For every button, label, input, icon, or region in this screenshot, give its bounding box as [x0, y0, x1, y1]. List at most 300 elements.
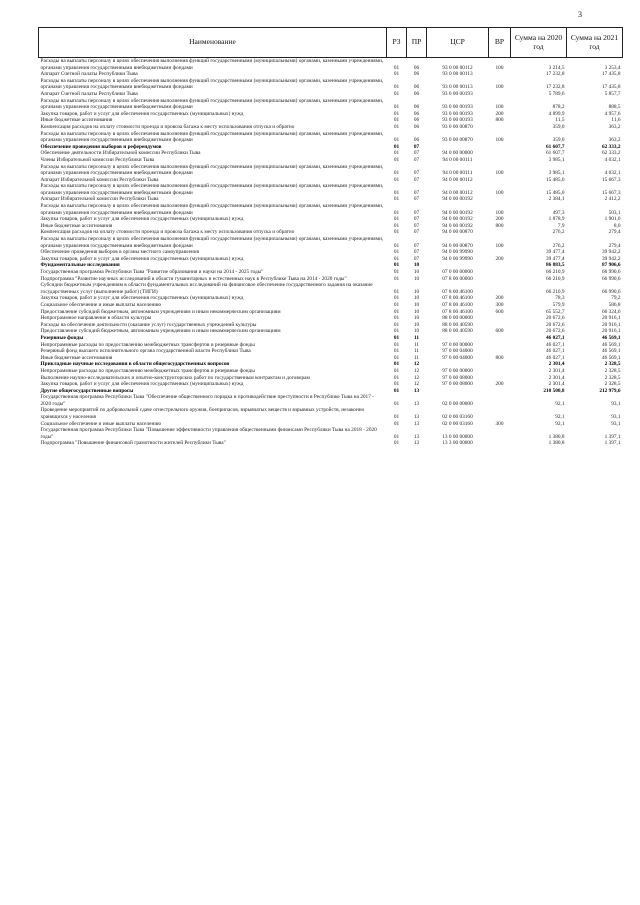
table-row [39, 216, 623, 223]
row-name-cell: Проведение мероприятий по добровольной сдаче огнестрельного оружия, боеприпасов, взрывчатых веществ и взрывных устройств, незаконно хранящихся у населения [40, 407, 365, 421]
row-vr-cell [489, 315, 511, 322]
row-name-cell: Социальное обеспечение и иные выплаты населению [40, 301, 162, 308]
row-pr-cell: 07 [413, 156, 420, 163]
row-sum-2021-cell: 62 333,2 [601, 150, 621, 157]
row-csr-cell [427, 335, 489, 342]
table-row [39, 71, 623, 78]
row-vr-cell: 100 [495, 64, 504, 71]
row-pr-cell: 11 [413, 334, 419, 341]
row-sum-2020-cell: 2 301,4 [548, 367, 565, 374]
row-csr-cell: 07 8 00 46100 [442, 288, 473, 295]
row-vr-cell: 800 [495, 222, 504, 229]
table-row [39, 223, 623, 230]
row-vr-cell: 300 [495, 420, 504, 427]
row-pr-cell: 10 [413, 321, 420, 328]
row-sum-2020-cell: 1 878,9 [548, 216, 565, 223]
row-csr-cell: 97 0 00 00000 [442, 341, 473, 348]
row-csr-cell: 07 8 00 46100 [442, 295, 473, 302]
row-vr-cell: 100 [495, 137, 504, 144]
row-vr-cell: 100 [495, 84, 504, 91]
row-sum-2020-cell: 17 232,8 [545, 71, 565, 78]
row-pr-cell: 13 [413, 433, 420, 440]
table-row [39, 295, 623, 302]
row-csr-cell [427, 388, 489, 395]
row-rz-cell: 01 [393, 341, 400, 348]
row-csr-cell: 94 0 00 00192 [442, 216, 473, 223]
row-sum-2020-cell: 17 232,8 [545, 84, 565, 91]
table-row [39, 361, 623, 368]
row-rz-cell: 01 [393, 334, 400, 341]
row-name-cell: Члены Избирательной комиссии Республики Тыва [40, 156, 155, 163]
row-csr-cell: 94 0 00 00192 [442, 222, 473, 229]
row-name-cell: Иные бюджетные ассигнования [40, 117, 113, 124]
row-vr-cell [489, 144, 511, 151]
row-pr-cell: 11 [413, 354, 420, 361]
row-rz-cell: 01 [393, 110, 400, 117]
row-sum-2021-cell: 586,8 [608, 301, 621, 308]
row-rz-cell: 01 [393, 288, 400, 295]
row-csr-cell: 13 3 00 00000 [442, 440, 473, 447]
header-csr: ЦСР [427, 28, 489, 58]
row-rz-cell: 01 [393, 249, 400, 256]
row-sum-2021-cell: 2 328,5 [604, 374, 621, 381]
row-pr-cell: 06 [413, 84, 420, 91]
row-sum-2021-cell: 93,1 [611, 400, 621, 407]
row-sum-2021-cell: 46 569,1 [601, 341, 621, 348]
row-name-cell: Непрограммные расходы по предоставлению межбюджетных трансфертов и резервные фонды [40, 341, 255, 348]
table-row [39, 315, 623, 322]
row-name-cell: Компенсация расходов на оплату стоимости проезда и провоза багажа к месту использования отпуска и обратно [40, 229, 295, 236]
row-rz-cell: 01 [393, 361, 400, 368]
table-row [39, 183, 623, 196]
row-rz-cell: 01 [393, 255, 400, 262]
row-name-cell: Подпрограмма "Развитие научных исследований в области гуманитарных и естественных наук в Республике Тыва на 2014 - 2020 годы" [40, 275, 347, 282]
row-name-cell: Аппарат Избирательной комиссии Республики Тыва [40, 176, 159, 183]
table-row [39, 117, 623, 124]
table-row [39, 164, 623, 177]
budget-table [38, 27, 623, 447]
row-pr-cell: 07 [413, 255, 420, 262]
row-name-cell: Прикладные научные исследования в области общегосударственных вопросов [40, 361, 230, 368]
row-name-cell: Закупка товаров, работ и услуг для обеспечения государственных (муниципальных) нужд [40, 295, 244, 302]
row-csr-cell: 93 0 00 00193 [442, 104, 473, 111]
row-sum-2021-cell: 8,0 [613, 222, 621, 229]
row-csr-cell: 97 0 00 08000 [442, 381, 473, 388]
row-vr-cell: 100 [495, 104, 504, 111]
row-sum-2020-cell: 20 672,6 [545, 321, 565, 328]
row-sum-2021-cell: 212 979,6 [599, 387, 621, 394]
row-sum-2020-cell: 276,2 [552, 242, 565, 249]
table-row [39, 407, 623, 420]
row-csr-cell: 94 0 00 00192 [442, 209, 473, 216]
row-csr-cell: 93 0 00 00193 [442, 90, 473, 97]
row-sum-2021-cell: 66 324,6 [601, 308, 621, 315]
row-sum-2021-cell: 20 916,1 [601, 315, 621, 322]
row-pr-cell: 07 [413, 150, 420, 157]
row-sum-2020-cell: 46 027,1 [545, 334, 565, 341]
row-rz-cell: 01 [393, 275, 400, 282]
row-sum-2021-cell: 20 916,1 [601, 321, 621, 328]
table-row [39, 375, 623, 382]
row-pr-cell: 13 [413, 387, 420, 394]
row-name-cell: Закупка товаров, работ и услуг для обеспечения государственных (муниципальных) нужд [40, 381, 244, 388]
row-pr-cell: 10 [413, 275, 420, 282]
row-vr-cell: 300 [495, 301, 504, 308]
row-csr-cell: 97 0 00 04000 [442, 348, 473, 355]
row-rz-cell: 01 [393, 295, 400, 302]
row-name-cell: Расходы на выплаты персоналу в целях обеспечения выполнения функций государственными (муниципальными) органами, казенными учреждениями, органами управления государственными внебюджетными фондами [40, 183, 384, 196]
row-rz-cell: 01 [393, 189, 400, 196]
row-rz-cell: 01 [393, 269, 400, 275]
row-vr-cell [489, 348, 511, 355]
row-sum-2021-cell: 363,2 [608, 123, 621, 130]
row-name-cell: Расходы на выплаты персоналу в целях обеспечения выполнения функций государственными (муниципальными) органами, казенными учреждениями, органами управления государственными внебюджетными фондами [40, 130, 384, 144]
row-sum-2020-cell: 7,9 [557, 222, 565, 229]
row-rz-cell: 01 [393, 433, 400, 440]
row-sum-2021-cell: 17 435,8 [601, 84, 621, 91]
row-name-cell: Фундаментальные исследования [40, 262, 120, 269]
table-row [39, 388, 623, 395]
row-name-cell: Государственная программа Республики Тыва "Развитие образования и науки на 2014 - 2025 годы" [40, 269, 264, 275]
row-sum-2020-cell: 92,1 [555, 414, 565, 421]
table-row [39, 229, 623, 236]
row-sum-2020-cell: 61 607,7 [545, 150, 565, 157]
table-row [39, 124, 623, 131]
row-name-cell: Закупка товаров, работ и услуг для обеспечения государственных (муниципальных) нужд [40, 216, 244, 223]
table-row [39, 348, 623, 355]
row-sum-2021-cell: 15 667,3 [601, 176, 621, 183]
row-name-cell: Непрограммное направление в области культуры [40, 315, 152, 322]
table-row [39, 157, 623, 164]
row-csr-cell: 97 0 00 08000 [442, 374, 473, 381]
row-sum-2020-cell: 11,5 [555, 117, 565, 124]
row-pr-cell: 10 [413, 315, 420, 322]
row-csr-cell: 88 0 00 40590 [442, 321, 473, 328]
table-row [39, 236, 623, 249]
row-name-cell: Аппарат Избирательной комиссии Республики Тыва [40, 196, 159, 203]
table-row [39, 256, 623, 263]
row-csr-cell: 94 0 00 00870 [442, 242, 473, 249]
table-row [39, 177, 623, 184]
row-sum-2020-cell: 66 210,9 [545, 275, 565, 282]
row-rz-cell: 01 [393, 321, 400, 328]
table-row [39, 394, 623, 407]
row-pr-cell: 06 [413, 137, 420, 144]
table-row [39, 111, 623, 118]
row-sum-2021-cell: 2 328,5 [604, 381, 621, 388]
row-sum-2021-cell: 1 397,1 [604, 433, 621, 440]
row-csr-cell: 93 0 00 00112 [442, 64, 473, 71]
row-sum-2020-cell: 5 789,6 [548, 90, 565, 97]
row-pr-cell: 13 [413, 420, 420, 427]
row-rz-cell: 01 [393, 301, 400, 308]
row-sum-2020-cell: 359,0 [552, 123, 565, 130]
row-name-cell: Обеспечение проведения выборов и референдумов [40, 143, 162, 150]
row-rz-cell: 01 [393, 229, 400, 236]
row-sum-2021-cell: 1 397,1 [604, 440, 621, 447]
row-sum-2020-cell: 66 210,9 [545, 269, 565, 275]
row-sum-2020-cell: 20 672,6 [545, 315, 565, 322]
row-rz-cell: 01 [393, 170, 400, 177]
row-sum-2020-cell: 86 883,5 [545, 262, 565, 269]
row-sum-2020-cell: 46 027,1 [545, 341, 565, 348]
row-csr-cell: 94 0 00 00192 [442, 196, 473, 203]
table-row [39, 440, 623, 447]
row-sum-2021-cell: 46 569,1 [601, 334, 621, 341]
row-sum-2021-cell: 93,1 [611, 420, 621, 427]
row-sum-2021-cell: 79,2 [611, 295, 621, 302]
row-vr-cell [489, 394, 511, 407]
row-sum-2021-cell: 15 667,3 [601, 189, 621, 196]
header-vr: ВР [489, 28, 511, 58]
row-vr-cell [489, 196, 511, 203]
row-sum-2021-cell: 39 942,2 [601, 249, 621, 256]
header-rz: РЗ [387, 28, 407, 58]
row-vr-cell [489, 177, 511, 184]
row-vr-cell [489, 322, 511, 329]
row-pr-cell: 07 [413, 242, 420, 249]
row-csr-cell: 13 0 00 00000 [442, 433, 473, 440]
row-vr-cell [489, 71, 511, 78]
table-row [39, 335, 623, 342]
row-name-cell: Непрограммные расходы по предоставлению межбюджетных трансфертов и резервные фонды [40, 367, 255, 374]
row-sum-2020-cell: 276,2 [552, 229, 565, 236]
row-sum-2021-cell: 503,1 [608, 209, 621, 216]
row-sum-2020-cell: 3 214,5 [548, 64, 565, 71]
row-sum-2020-cell: 2 301,4 [548, 381, 565, 388]
row-sum-2020-cell: 65 552,7 [545, 308, 565, 315]
row-csr-cell: 07 8 00 46100 [442, 301, 473, 308]
row-csr-cell: 94 0 00 00112 [442, 189, 473, 196]
row-sum-2021-cell: 4 032,1 [604, 170, 621, 177]
row-rz-cell: 01 [393, 209, 400, 216]
row-pr-cell: 12 [413, 374, 420, 381]
table-row [39, 309, 623, 316]
row-vr-cell [489, 407, 511, 420]
row-sum-2020-cell: 20 672,6 [545, 328, 565, 335]
row-name-cell: Расходы на выплаты персоналу в целях обеспечения выполнения функций государственными (муниципальными) органами, казенными учреждениями, органами управления государственными внебюджетными фондами [40, 163, 384, 177]
row-csr-cell: 94 0 00 00111 [442, 170, 473, 177]
row-pr-cell: 06 [413, 123, 420, 130]
row-rz-cell: 01 [393, 374, 400, 381]
row-name-cell: Подпрограмма "Повышение финансовой грамотности жителей Республики Тыва" [40, 440, 226, 447]
table-row [39, 98, 623, 111]
row-rz-cell: 01 [393, 216, 400, 223]
row-name-cell: Резервные фонды [40, 334, 84, 341]
row-pr-cell: 12 [413, 367, 420, 374]
row-pr-cell: 07 [413, 222, 420, 229]
header-sum-2020: Сумма на 2020 год [511, 28, 567, 58]
row-sum-2021-cell: 66 990,6 [601, 269, 621, 275]
row-rz-cell: 01 [393, 150, 400, 157]
row-vr-cell [489, 229, 511, 236]
row-pr-cell: 07 [413, 216, 420, 223]
table-body [39, 58, 623, 448]
row-csr-cell: 07 8 00 00000 [442, 275, 473, 282]
row-sum-2020-cell: 46 027,1 [545, 354, 565, 361]
row-sum-2021-cell: 87 906,6 [601, 262, 621, 269]
row-sum-2020-cell: 78,3 [555, 295, 565, 302]
row-csr-cell: 88 0 00 00000 [442, 315, 473, 322]
row-sum-2020-cell: 66 210,9 [545, 288, 565, 295]
row-csr-cell: 07 8 00 46100 [442, 308, 473, 315]
table-row [39, 78, 623, 91]
row-vr-cell [489, 249, 511, 256]
row-pr-cell: 10 [413, 269, 420, 275]
row-vr-cell: 100 [495, 209, 504, 216]
table-row [39, 276, 623, 283]
table-row [39, 269, 623, 276]
row-sum-2020-cell: 1 380,8 [548, 433, 565, 440]
row-rz-cell: 01 [393, 84, 400, 91]
table-row [39, 355, 623, 362]
row-sum-2021-cell: 5 857,7 [604, 90, 621, 97]
row-vr-cell [489, 262, 511, 269]
row-rz-cell: 01 [393, 381, 400, 388]
table-row [39, 150, 623, 157]
row-pr-cell: 10 [413, 301, 420, 308]
row-name-cell: Расходы на выплаты персоналу в целях обеспечения выполнения функций государственными (муниципальными) органами, казенными учреждениями, органами управления государственными внебюджетными фондами [40, 58, 384, 71]
row-pr-cell: 07 [413, 143, 420, 150]
row-vr-cell [489, 150, 511, 157]
header-name: Наименование [39, 28, 387, 58]
row-sum-2020-cell: 1 380,8 [548, 440, 565, 447]
table-row [39, 262, 623, 269]
row-csr-cell [427, 144, 489, 151]
row-rz-cell: 01 [393, 420, 400, 427]
table-row [39, 302, 623, 309]
row-sum-2021-cell: 17 435,8 [601, 71, 621, 78]
table-row [39, 249, 623, 256]
row-csr-cell [427, 262, 489, 269]
row-csr-cell: 88 0 00 40590 [442, 328, 473, 335]
row-pr-cell: 07 [413, 176, 420, 183]
row-sum-2021-cell: 62 333,2 [601, 143, 621, 150]
row-pr-cell: 11 [413, 341, 420, 348]
row-name-cell: Иные бюджетные ассигнования [40, 222, 113, 229]
row-vr-cell [489, 427, 511, 440]
row-csr-cell: 94 0 00 00000 [442, 150, 473, 157]
row-rz-cell: 01 [393, 117, 400, 124]
row-pr-cell: 10 [413, 262, 420, 269]
row-sum-2020-cell: 359,0 [552, 137, 565, 144]
row-sum-2021-cell: 4 957,6 [604, 110, 621, 117]
row-rz-cell: 01 [393, 315, 400, 322]
row-name-cell: Расходы на выплаты персоналу в целях обеспечения выполнения функций государственными (муниципальными) органами, казенными учреждениями, органами управления государственными внебюджетными фондами [40, 97, 384, 111]
row-sum-2020-cell: 92,1 [555, 400, 565, 407]
row-name-cell: Иные бюджетные ассигнования [40, 354, 113, 361]
row-name-cell: Расходы на обеспечение деятельности (оказание услуг) государственных учреждений культуры [40, 321, 257, 328]
row-vr-cell: 200 [495, 110, 504, 117]
row-name-cell: Субсидии бюджетным учреждениям в области фундаментальных исследований на финансовое обеспечение государственного задания на оказание государственных услуг (выполнение работ) (ТИГИ) [40, 282, 373, 295]
row-vr-cell: 800 [495, 117, 504, 124]
table-row [39, 58, 623, 72]
row-pr-cell: 13 [413, 440, 420, 447]
row-csr-cell: 02 0 00 03160 [442, 414, 473, 421]
row-sum-2021-cell: 888,5 [608, 104, 621, 111]
row-vr-cell [489, 440, 511, 447]
row-name-cell: Предоставление субсидий бюджетным, автономным учреждениям и иным некоммерческим организациям [40, 328, 281, 335]
row-sum-2020-cell: 3 985,1 [548, 156, 565, 163]
row-vr-cell: 800 [495, 354, 504, 361]
row-vr-cell [489, 276, 511, 283]
row-sum-2021-cell: 1 901,0 [604, 216, 621, 223]
table-header-row [39, 28, 623, 58]
row-csr-cell: 93 0 00 00870 [442, 123, 473, 130]
row-vr-cell: 200 [495, 216, 504, 223]
row-sum-2021-cell: 20 916,1 [601, 328, 621, 335]
row-pr-cell: 10 [413, 295, 420, 302]
row-sum-2021-cell: 11,6 [611, 117, 621, 124]
row-rz-cell: 01 [393, 143, 400, 150]
row-vr-cell [489, 342, 511, 349]
row-csr-cell: 02 0 00 03160 [442, 420, 473, 427]
row-pr-cell: 07 [413, 209, 420, 216]
row-pr-cell: 10 [413, 328, 420, 335]
row-csr-cell: 94 0 00 00870 [442, 229, 473, 236]
row-rz-cell: 01 [393, 387, 400, 394]
row-sum-2020-cell: 39 477,4 [545, 255, 565, 262]
row-sum-2021-cell: 2 412,2 [604, 196, 621, 203]
row-pr-cell: 07 [413, 249, 420, 256]
row-rz-cell: 01 [393, 242, 400, 249]
table-row [39, 368, 623, 375]
row-sum-2020-cell: 15 485,0 [545, 176, 565, 183]
row-sum-2020-cell: 92,1 [555, 420, 565, 427]
row-csr-cell: 93 0 00 00870 [442, 137, 473, 144]
row-pr-cell: 06 [413, 90, 420, 97]
row-vr-cell: 200 [495, 295, 504, 302]
row-name-cell: Предоставление субсидий бюджетным, автономным учреждениям и иным некоммерческим организациям [40, 308, 281, 315]
row-name-cell: Закупка товаров, работ и услуг для обеспечения государственных (муниципальных) нужд [40, 255, 244, 262]
row-csr-cell: 93 0 00 00113 [442, 71, 473, 78]
row-sum-2021-cell: 279,4 [608, 229, 621, 236]
row-csr-cell: 94 0 00 99990 [442, 249, 473, 256]
row-sum-2021-cell: 39 942,2 [601, 255, 621, 262]
row-pr-cell: 07 [413, 196, 420, 203]
row-vr-cell: 200 [495, 255, 504, 262]
row-rz-cell: 01 [393, 348, 400, 355]
row-sum-2020-cell: 878,2 [552, 104, 565, 111]
table-row [39, 196, 623, 203]
row-pr-cell: 13 [413, 414, 420, 421]
row-sum-2020-cell: 210 500,8 [543, 387, 565, 394]
row-sum-2020-cell: 4 899,9 [548, 110, 565, 117]
row-pr-cell: 12 [413, 381, 420, 388]
row-pr-cell: 10 [413, 288, 420, 295]
row-name-cell: Расходы на выплаты персоналу в целях обеспечения выполнения функций государственными (муниципальными) органами, казенными учреждениями, органами управления государственными внебюджетными фондами [40, 77, 384, 91]
row-name-cell: Компенсация расходов на оплату стоимости проезда и провоза багажа к месту использования отпуска и обратно [40, 123, 295, 130]
row-csr-cell: 97 0 00 04000 [442, 354, 473, 361]
row-rz-cell: 01 [393, 367, 400, 374]
header-sum-2021: Сумма на 2021 год [567, 28, 623, 58]
row-sum-2020-cell: 2 384,1 [548, 196, 565, 203]
row-name-cell: Другие общегосударственные вопросы [40, 387, 134, 394]
row-pr-cell: 06 [413, 64, 420, 71]
row-rz-cell: 01 [393, 64, 400, 71]
table-row [39, 144, 623, 151]
row-name-cell: Расходы на выплаты персоналу в целях обеспечения выполнения функций государственными (муниципальными) органами, казенными учреждениями, органами управления государственными внебюджетными фондами [40, 203, 384, 216]
row-csr-cell: 97 0 00 00000 [442, 367, 473, 374]
table-row [39, 342, 623, 349]
table-row [39, 427, 623, 440]
row-sum-2020-cell: 2 301,4 [548, 361, 565, 368]
row-rz-cell: 01 [393, 308, 400, 315]
row-name-cell: Государственная программа Республики Тыва "Обеспечение общественного порядка и противодействие преступности в Республике Тыва на 2017 - 2020 годы" [40, 394, 374, 407]
row-pr-cell: 07 [413, 229, 420, 236]
row-vr-cell [489, 91, 511, 98]
row-sum-2020-cell: 46 027,1 [545, 348, 565, 355]
